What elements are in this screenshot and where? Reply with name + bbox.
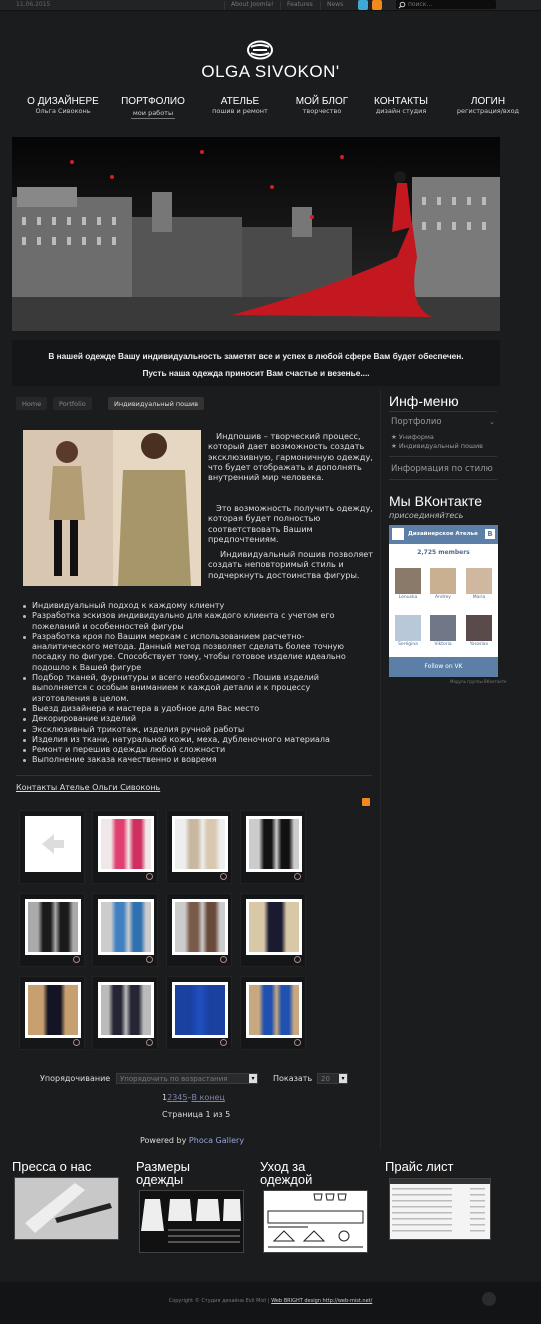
- avatar[interactable]: [395, 568, 421, 594]
- nav-link-features[interactable]: Features: [280, 1, 319, 10]
- vk-member-name[interactable]: Serégina: [398, 642, 418, 647]
- chevron-down-icon: ▾: [249, 1074, 257, 1083]
- vk-follow-button[interactable]: Follow on VK: [389, 657, 498, 677]
- vk-member-name[interactable]: Yaroslav: [469, 642, 489, 647]
- list-item: Индивидуальный подход к каждому клиенту: [20, 601, 370, 611]
- gallery-thumb[interactable]: [240, 976, 306, 1050]
- article-paragraph-3: Индивидуальный пошив позволяет создать неповторимый стиль и подчеркнуть достоинства фигуры.: [208, 549, 374, 580]
- slogan-line-1: В нашей одежде Вашу индивидуальность заметят все и успех в любой сфере Вам будет обеспечен.: [48, 351, 464, 361]
- zoom-icon[interactable]: [146, 956, 153, 963]
- sizes-image[interactable]: [139, 1190, 244, 1253]
- zoom-icon[interactable]: [220, 873, 227, 880]
- list-item: Разработка эскизов индивидуально для каждого клиента с учетом его пожеланий и особенностей фигуры: [20, 611, 370, 632]
- care-symbols-image: [264, 1191, 367, 1252]
- search-box[interactable]: [396, 0, 496, 9]
- nav-portfolio[interactable]: [109, 96, 197, 119]
- pagination: 12345–В конец: [162, 1093, 225, 1102]
- sidebar-subitem[interactable]: ★ Индивидуальный пошив: [391, 442, 484, 450]
- vk-logo-icon: B: [485, 529, 495, 539]
- slogan-box: [12, 340, 500, 386]
- list-item: Подбор тканей, фурнитуры и всего необходимого - Пошив изделий выполняется с особым вниманием к каждой детали и к процессу изготовления в целом.: [20, 673, 370, 704]
- nav-login[interactable]: [444, 96, 532, 115]
- nav-title: КОНТАКТЫ: [374, 96, 428, 107]
- sidebar-item-portfolio[interactable]: Портфолио: [391, 417, 442, 427]
- rss-icon[interactable]: [372, 0, 382, 10]
- gallery-thumb[interactable]: [19, 893, 85, 967]
- search-icon: [398, 1, 406, 9]
- vk-widget[interactable]: [389, 525, 498, 677]
- gallery-thumb[interactable]: [92, 976, 158, 1050]
- nav-about-designer[interactable]: [19, 96, 107, 115]
- care-image[interactable]: [263, 1190, 368, 1253]
- sidebar-divider: [380, 390, 381, 1150]
- slogan-line-2: Пусть наша одежда приносит Вам счастье и везенье....: [142, 368, 370, 378]
- sidebar-subitem-label: Униформа: [398, 433, 434, 441]
- page-link[interactable]: 4: [177, 1093, 183, 1102]
- powered-prefix: Powered by: [140, 1136, 187, 1145]
- gallery-thumb[interactable]: [166, 893, 232, 967]
- nav-sub: мои работы: [132, 109, 174, 117]
- breadcrumb-portfolio[interactable]: Portfolio: [53, 397, 92, 410]
- sidebar-item-style-info[interactable]: Информация по стилю: [391, 464, 493, 474]
- scroll-top-icon[interactable]: [482, 1292, 496, 1306]
- top-bar: [0, 0, 541, 11]
- price-title: Прайс лист: [385, 1159, 454, 1174]
- zoom-icon[interactable]: [294, 1039, 301, 1046]
- list-item: Ремонт и перешив одежды любой сложности: [20, 745, 370, 755]
- twitter-icon[interactable]: [358, 0, 368, 10]
- nav-title: МОЙ БЛОГ: [295, 96, 349, 107]
- gallery-thumb[interactable]: [92, 893, 158, 967]
- avatar[interactable]: [466, 568, 492, 594]
- nav-sub: Ольга Сивоконь: [35, 107, 91, 115]
- hero-banner: [12, 137, 500, 331]
- zoom-icon[interactable]: [146, 1039, 153, 1046]
- page-current: 1: [162, 1093, 168, 1102]
- page-info: Страница 1 из 5: [162, 1110, 231, 1119]
- page-link[interactable]: 3: [172, 1093, 178, 1102]
- vk-member-name[interactable]: Andrey: [435, 595, 451, 600]
- care-title: Уход за одеждой: [260, 1159, 313, 1187]
- price-image[interactable]: [389, 1178, 491, 1240]
- vk-header: [389, 525, 498, 544]
- zoom-icon[interactable]: [146, 873, 153, 880]
- nav-sub: пошив и ремонт: [212, 107, 268, 115]
- article-photo: [23, 430, 201, 586]
- divider: [389, 479, 497, 480]
- show-select[interactable]: [317, 1073, 348, 1084]
- back-thumb: [25, 816, 81, 872]
- avatar[interactable]: [430, 615, 456, 641]
- divider: [389, 411, 497, 412]
- vk-module-caption: Модуль группы ВКонтакте: [450, 679, 507, 684]
- nav-link-news[interactable]: News: [320, 1, 349, 10]
- vk-title: Мы ВКонтакте: [389, 493, 482, 509]
- nav-title: АТЕЛЬЕ: [220, 96, 260, 107]
- newspaper-image: [15, 1178, 118, 1239]
- avatar[interactable]: [430, 568, 456, 594]
- list-item: Изделия из ткани, натуральной кожи, меха, дубленочного материала: [20, 735, 370, 745]
- gallery-back[interactable]: [19, 810, 85, 884]
- avatar[interactable]: [466, 615, 492, 641]
- nav-sub: творчество: [302, 107, 342, 115]
- zoom-icon[interactable]: [73, 956, 80, 963]
- chevron-down-icon[interactable]: ⌄: [489, 418, 495, 426]
- list-item: Выполнение заказа качественно и вовремя: [20, 755, 370, 765]
- footer-text: [0, 1298, 541, 1304]
- size-chart-image: [140, 1191, 243, 1252]
- article-paragraph-2: Это возможность получить одежду, которая будет полностью соответствовать Вашим предпочтениям.: [208, 503, 373, 544]
- vk-member-name[interactable]: Viktoria: [434, 642, 452, 647]
- order-select[interactable]: [116, 1073, 258, 1084]
- footer: [0, 1282, 541, 1324]
- list-item: Декорирование изделий: [20, 714, 370, 724]
- gallery-thumb[interactable]: [240, 893, 306, 967]
- gallery-thumb[interactable]: [166, 976, 232, 1050]
- divider: [16, 775, 372, 776]
- zoom-icon[interactable]: [220, 956, 227, 963]
- logo-text[interactable]: OLGA SIVOKON': [201, 62, 340, 81]
- breadcrumb-current: Индивидуальный пошив: [108, 397, 204, 410]
- divider: [389, 456, 497, 457]
- gallery-thumb[interactable]: [240, 810, 306, 884]
- logo-icon: [246, 40, 274, 60]
- chevron-down-icon: ▾: [339, 1074, 347, 1083]
- vk-subtitle: присоединяйтесь: [389, 511, 464, 520]
- powered-by: [140, 1136, 244, 1145]
- gallery-thumb[interactable]: [19, 976, 85, 1050]
- article-paragraph-1: Индпошив – творческий процесс, который дает возможность создать эксклюзивную, гармоничную одежду, что будет отображать и дополнять внутренний мир человека.: [208, 431, 373, 483]
- list-item: Выезд дизайнера и мастера в удобное для Вас место: [20, 704, 370, 714]
- nav-title: ПОРТФОЛИО: [121, 96, 185, 107]
- nav-link-about-joomla[interactable]: About Joomla!: [224, 1, 279, 10]
- vk-member-name[interactable]: Lenuska: [398, 595, 418, 600]
- nav-title: ЛОГИН: [470, 96, 506, 107]
- vk-member-name[interactable]: Maria: [472, 595, 486, 600]
- copyright: Copyright © Студия дизайна Evil Mist |: [168, 1298, 270, 1304]
- sidebar-subitem-label: Индивидуальный пошив: [398, 442, 484, 450]
- vk-group-avatar: [392, 528, 404, 540]
- sizes-title: Размеры одежды: [136, 1159, 191, 1187]
- sidebar-subitem[interactable]: ★ Униформа: [391, 433, 434, 441]
- nav-atelier[interactable]: [196, 96, 284, 115]
- back-arrow-icon: [28, 819, 78, 869]
- zoom-icon[interactable]: [294, 956, 301, 963]
- footer-link[interactable]: Web BRIGHT design http://web-mist.net/: [271, 1298, 373, 1304]
- avatar[interactable]: [395, 615, 421, 641]
- zoom-icon[interactable]: [73, 1039, 80, 1046]
- list-item: Эксклюзивный трикотаж, изделия ручной работы: [20, 725, 370, 735]
- page-last-link[interactable]: В конец: [191, 1093, 225, 1102]
- price-table-image: [390, 1179, 490, 1239]
- vk-members: 2,725 members: [417, 549, 470, 556]
- search-input[interactable]: [408, 0, 492, 9]
- press-title: Пресса о нас: [12, 1159, 92, 1174]
- sidebar-info-title: Инф-меню: [389, 393, 459, 409]
- list-item: Разработка кроя по Вашим меркам с использованием расчетно-аналитического метода. Данный метод позволяет сделать более точную посадку по фигуре. Способствует тому, чтобы готовое изделие идеально подошло к Вашей фигуре: [20, 632, 370, 673]
- nav-contacts[interactable]: [357, 96, 445, 115]
- gallery-thumb[interactable]: [166, 810, 232, 884]
- press-image[interactable]: [14, 1177, 119, 1240]
- nav-title: О ДИЗАЙНЕРЕ: [27, 96, 99, 107]
- zoom-icon[interactable]: [220, 1039, 227, 1046]
- vk-group-name: Дизайнерское Ателье: [408, 531, 478, 537]
- rss-feed-icon[interactable]: [362, 798, 370, 806]
- banner-image: [12, 137, 500, 331]
- show-value: 20: [321, 1075, 330, 1083]
- phoca-link[interactable]: Phoca Gallery: [188, 1136, 245, 1145]
- zoom-icon[interactable]: [294, 873, 301, 880]
- services-list: [20, 601, 370, 766]
- order-label: Упорядочивание: [40, 1074, 111, 1083]
- nav-sub: регистрация/вход: [456, 107, 520, 115]
- order-value: Упорядочить по возрастания: [120, 1075, 228, 1083]
- page-link[interactable]: 2: [167, 1093, 173, 1102]
- page-link[interactable]: 5: [182, 1093, 188, 1102]
- contacts-link[interactable]: Контакты Ателье Ольги Сивоконь: [16, 783, 161, 792]
- breadcrumb-home[interactable]: Home: [16, 397, 47, 410]
- date-text: 11.06.2015: [16, 1, 51, 8]
- nav-blog[interactable]: [278, 96, 366, 115]
- gallery-thumb[interactable]: [92, 810, 158, 884]
- nav-sub: дизайн студия: [375, 107, 427, 115]
- show-label: Показать: [273, 1074, 313, 1083]
